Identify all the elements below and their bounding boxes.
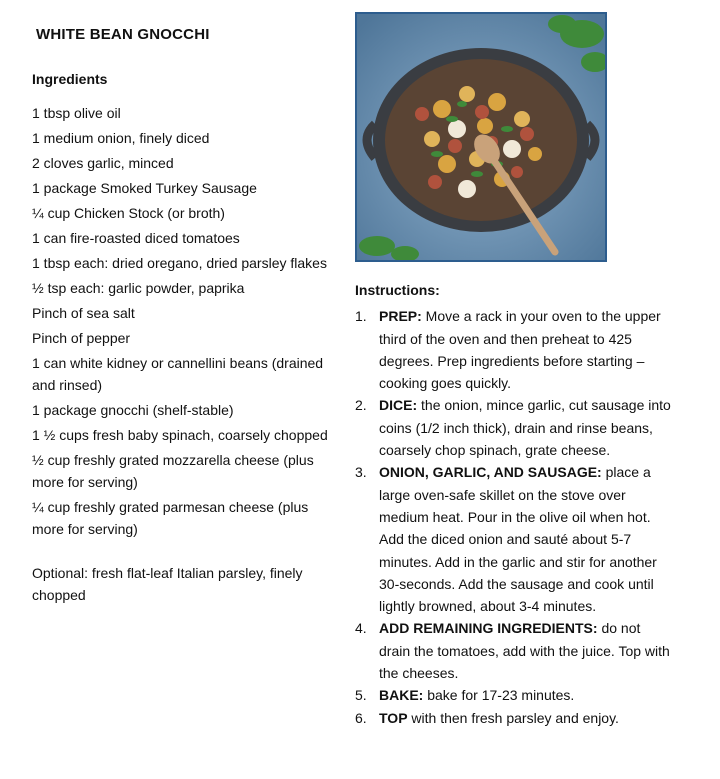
step-label: DICE:: [379, 397, 418, 414]
instruction-step: [355, 617, 675, 684]
ingredient-item: 1 tbsp each: dried oregano, dried parsley flakes: [32, 255, 327, 271]
step-number: 2.: [355, 397, 367, 414]
step-label: ONION, GARLIC, AND SAUSAGE:: [379, 464, 602, 481]
ingredient-item: 2 cloves garlic, minced: [32, 155, 174, 171]
ingredient-item: ½ tsp each: garlic powder, paprika: [32, 280, 245, 296]
instruction-steps: [355, 305, 675, 729]
ingredient-item: 1 tbsp olive oil: [32, 105, 121, 121]
instruction-step: [355, 461, 675, 617]
ingredient-item: ¼ cup freshly grated parmesan cheese (plus more for serving): [32, 499, 309, 537]
step-number: 4.: [355, 620, 367, 637]
step-text: Move a rack in your oven to the upper third of the oven and then preheat to 425 degrees. Prep ingredients before starting – cooking goes quickly.: [379, 308, 661, 392]
ingredient-item: ½ cup freshly grated mozzarella cheese (plus more for serving): [32, 452, 314, 490]
step-label: PREP:: [379, 308, 422, 325]
instruction-step: [355, 305, 675, 394]
ingredient-item: Pinch of sea salt: [32, 305, 135, 321]
step-number: 3.: [355, 464, 367, 481]
step-text: place a large oven-safe skillet on the stove over medium heat. Pour in the olive oil when hot. Add the diced onion and sauté about 5-7 minutes. Add in the garlic and stir for another 30-seconds. Add the sausage and cook until lightly browned, about 3-4 minutes.: [379, 464, 657, 615]
ingredient-item: ¼ cup Chicken Stock (or broth): [32, 205, 225, 221]
ingredients-section: [32, 68, 332, 609]
step-label: TOP: [379, 709, 408, 726]
ingredient-item: 1 package gnocchi (shelf-stable): [32, 402, 234, 418]
instructions-section: [355, 279, 675, 729]
skillet-dish-icon: [357, 14, 605, 260]
step-number: 6.: [355, 709, 367, 726]
instruction-step: [355, 394, 675, 461]
ingredients-heading: Ingredients: [32, 71, 108, 87]
step-text: the onion, mince garlic, cut sausage into coins (1/2 inch thick), drain and rinse beans, coarsely chop spinach, grate cheese.: [379, 397, 671, 459]
ingredient-item: 1 medium onion, finely diced: [32, 130, 210, 146]
instruction-step: [355, 707, 675, 729]
optional-garnish: Optional: fresh flat-leaf Italian parsley, finely chopped: [32, 565, 303, 603]
step-label: ADD REMAINING INGREDIENTS:: [379, 620, 598, 637]
ingredient-item: 1 can white kidney or cannellini beans (drained and rinsed): [32, 355, 324, 393]
recipe-title: WHITE BEAN GNOCCHI: [36, 26, 210, 43]
ingredient-item: Pinch of pepper: [32, 330, 131, 346]
step-text: bake for 17-23 minutes.: [423, 687, 575, 704]
instructions-heading: Instructions:: [355, 282, 440, 298]
ingredient-item: 1 ½ cups fresh baby spinach, coarsely chopped: [32, 427, 328, 443]
step-number: 5.: [355, 687, 367, 704]
step-label: BAKE:: [379, 687, 424, 704]
ingredient-item: 1 package Smoked Turkey Sausage: [32, 180, 257, 196]
skillet-dish-photo: [355, 12, 607, 262]
instruction-step: [355, 684, 675, 706]
ingredient-item: 1 can fire-roasted diced tomatoes: [32, 230, 240, 246]
step-text: do not drain the tomatoes, add with the juice. Top with the cheeses.: [379, 620, 670, 682]
step-text: with then fresh parsley and enjoy.: [407, 709, 619, 726]
step-number: 1.: [355, 308, 367, 325]
